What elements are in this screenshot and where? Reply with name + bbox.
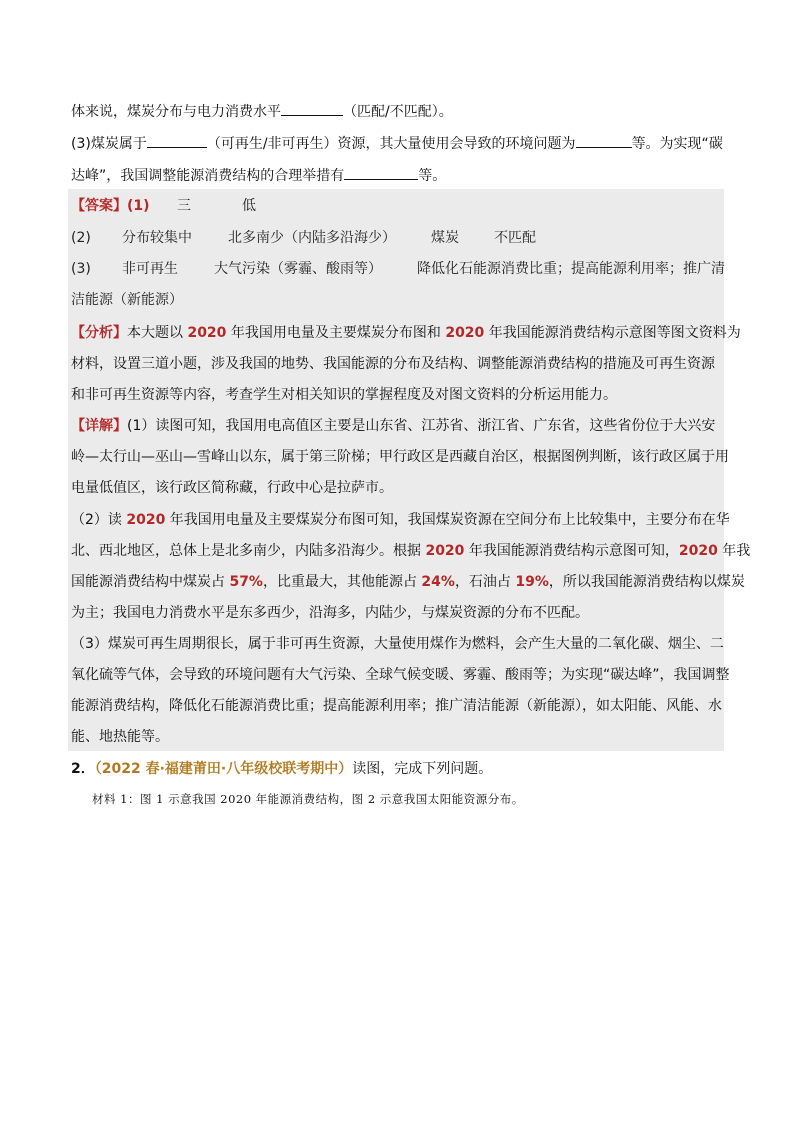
q1-text: 等。为实现“碳 bbox=[631, 136, 723, 152]
answer-blank bbox=[344, 165, 418, 180]
detail-line-6 bbox=[71, 572, 745, 592]
analysis-text: 本大题以 bbox=[127, 325, 188, 341]
detail-line-9: 氧化硫等气体，会导致的环境问题有大气污染、全球气候变暖、雾霾、酸雨等；为实现“碳达峰”，我国调整 bbox=[71, 667, 730, 683]
detail-line-2: 岭—太行山—巫山—雪峰山以东，属于第三阶梯；甲行政区是西藏自治区，根据图例判断，该行政区属于用 bbox=[71, 449, 729, 465]
analysis-line-2: 材料，设置三道小题，涉及我国的地势、我国能源的分布及结构、调整能源消费结构的措施及可再生资源 bbox=[71, 356, 715, 372]
percent-highlight: 24% bbox=[421, 574, 455, 590]
year-highlight: 2020 bbox=[445, 325, 485, 341]
detail-line-11: 能、地热能等。 bbox=[71, 729, 169, 745]
answer-blank bbox=[147, 133, 207, 148]
year-highlight: 2020 bbox=[425, 543, 465, 559]
q1-line-2 bbox=[71, 133, 723, 154]
year-highlight: 2020 bbox=[678, 543, 718, 559]
q1-text: 达峰”，我国调整能源消费结构的合理举措有 bbox=[71, 168, 345, 184]
detail-line-5 bbox=[71, 541, 750, 561]
q1-text: （匹配/不匹配）。 bbox=[343, 104, 453, 120]
question-number: 2． bbox=[71, 761, 95, 777]
detail-text: ，比重最大，其他能源占 bbox=[262, 574, 422, 590]
detail-text: ，所以我国能源消费结构以煤炭 bbox=[548, 574, 745, 590]
percent-highlight: 19% bbox=[515, 574, 549, 590]
q1-line-3 bbox=[71, 165, 446, 186]
question-text: 读图，完成下列问题。 bbox=[352, 761, 493, 777]
analysis-tag: 【分析】 bbox=[71, 325, 127, 341]
detail-line-3: 电量低值区，该行政区简称藏，行政中心是拉萨市。 bbox=[71, 480, 393, 496]
detail-tag: 【详解】 bbox=[71, 418, 127, 434]
year-highlight: 2020 bbox=[126, 512, 166, 528]
analysis-line-1 bbox=[71, 323, 741, 343]
answer-value: 三 bbox=[177, 198, 191, 214]
detail-text: （2）读 bbox=[71, 512, 127, 528]
detail-line-7: 为主；我国电力消费水平是东多西少，沿海多，内陆少，与煤炭资源的分布不匹配。 bbox=[71, 605, 589, 621]
analysis-text: 年我国用电量及主要煤炭分布图和 bbox=[226, 325, 446, 341]
answer-number: (2) bbox=[71, 230, 91, 246]
detail-text: (1）读图可知，我国用电高值区主要是山东省、江苏省、浙江省、广东省，这些省份位于大兴安 bbox=[127, 418, 716, 434]
detail-text: 年我 bbox=[717, 543, 751, 559]
answer-value: 非可再生 bbox=[122, 261, 178, 277]
detail-text: 年我国能源消费结构示意图可知， bbox=[464, 543, 679, 559]
q1-line-1 bbox=[71, 101, 453, 122]
analysis-text: 年我国能源消费结构示意图等图文资料为 bbox=[484, 325, 741, 341]
material-caption: 材料 1：图 1 示意我国 2020 年能源消费结构，图 2 示意我国太阳能资源分布。 bbox=[92, 792, 524, 806]
detail-line-10: 能源消费结构，降低化石能源消费比重；提高能源利用率；推广清洁能源（新能源），如太阳能、风能、水 bbox=[71, 698, 722, 714]
answer-value: 北多南少（内陆多沿海少） bbox=[228, 230, 396, 246]
year-highlight: 2020 bbox=[187, 325, 227, 341]
detail-line-4 bbox=[71, 510, 730, 530]
q1-text: （可再生/非可再生）资源，其大量使用会导致的环境问题为 bbox=[206, 136, 576, 152]
q1-text: (3)煤炭属于 bbox=[71, 136, 147, 152]
answer-value: 分布较集中 bbox=[122, 230, 192, 246]
answer-number: (3) bbox=[71, 261, 91, 277]
answer-value: 洁能源（新能源） bbox=[71, 292, 183, 308]
answer-blank bbox=[576, 133, 632, 148]
answer-value: 低 bbox=[242, 198, 256, 214]
answer-value: 大气污染（雾霾、酸雨等） bbox=[214, 261, 382, 277]
answer-tag: 【答案】 bbox=[71, 198, 127, 214]
analysis-line-3: 和非可再生资源等内容，考查学生对相关知识的掌握程度及对图文资料的分析运用能力。 bbox=[71, 387, 617, 403]
answer-value: 降低化石能源消费比重；提高能源利用率；推广清 bbox=[417, 261, 725, 277]
answer-value: 不匹配 bbox=[494, 230, 536, 246]
question-source: （2022 春·福建莆田·八年级校联考期中） bbox=[94, 761, 353, 777]
q1-text: 等。 bbox=[418, 168, 447, 184]
detail-line-8: （3）煤炭可再生周期很长，属于非可再生资源，大量使用煤作为燃料，会产生大量的二氧化碳、烟尘、二 bbox=[71, 636, 724, 652]
q1-text: 体来说，煤炭分布与电力消费水平 bbox=[71, 104, 281, 120]
detail-text: 北、西北地区，总体上是北多南少，内陆多沿海少。根据 bbox=[71, 543, 426, 559]
detail-text: 年我国用电量及主要煤炭分布图可知，我国煤炭资源在空间分布上比较集中，主要分布在华 bbox=[165, 512, 730, 528]
answer-number: (1) bbox=[127, 198, 150, 214]
answer-value: 煤炭 bbox=[431, 230, 459, 246]
answer-row-1 bbox=[71, 196, 150, 216]
detail-text: 国能源消费结构中煤炭占 bbox=[71, 574, 230, 590]
percent-highlight: 57% bbox=[229, 574, 263, 590]
detail-text: ，石油占 bbox=[454, 574, 516, 590]
detail-line-1 bbox=[71, 416, 715, 436]
answer-blank bbox=[281, 101, 343, 116]
q2-heading bbox=[71, 759, 492, 779]
